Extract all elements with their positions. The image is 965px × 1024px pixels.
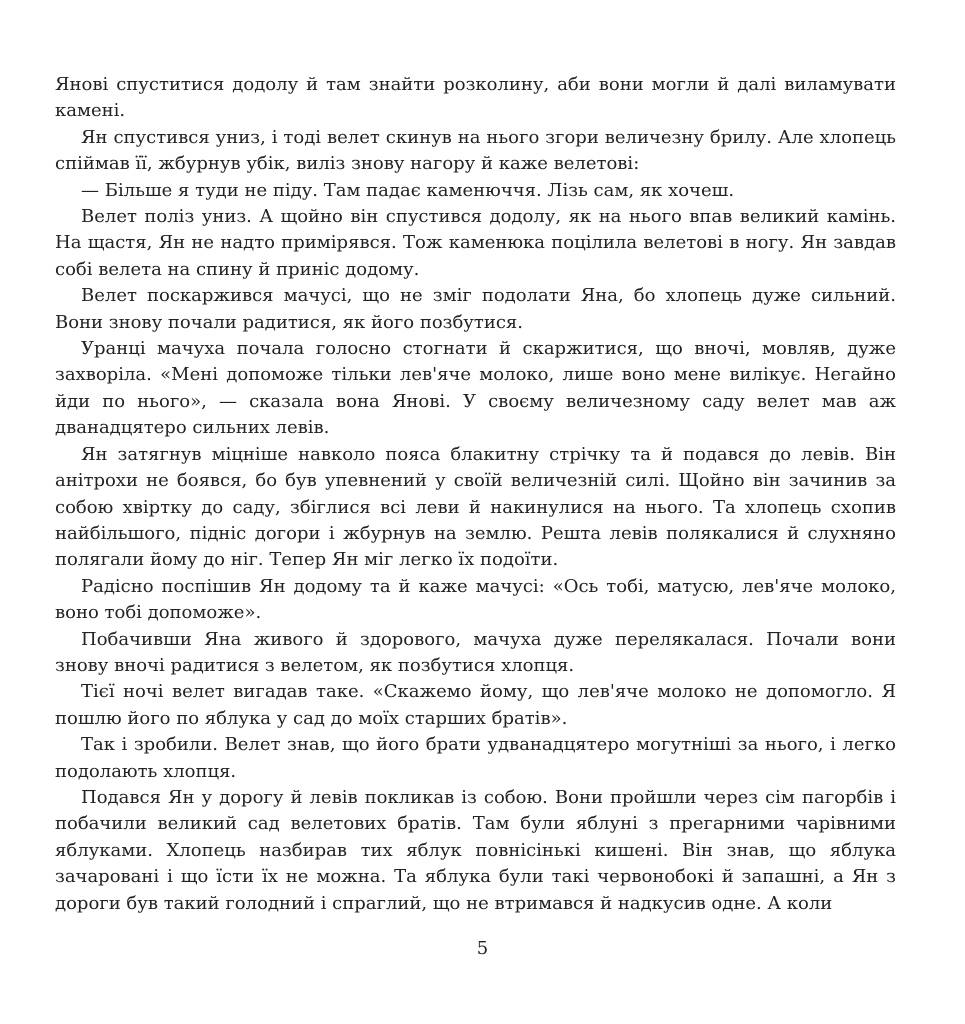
paragraph-9: Побачивши Яна живого й здорового, мачуха дуже перелякалася. Почали вони знову вночі радитися з велетом, як позбутися хлопця. — [55, 628, 896, 676]
paragraph-12: Подався Ян у дорогу й левів покликав із собою. Вони пройшли через сім пагорбів і побачили великий сад велетових братів. Там були яблуні з прегарними чарівними яблуками. Хлопець назбирав тих яблук повнісінькі кишені. Він знав, що яблука зачаровані і що їсти їх не можна. Та яблука були такі червонобокі й запашні, а Ян з дороги був такий голодний і спраглий, що не втримався й надкусив одне. А коли — [55, 786, 896, 914]
paragraph-1: Янові спуститися додолу й там знайти розколину, аби вони могли й далі виламувати камені. — [55, 74, 896, 122]
paragraph-3: — Більше я туди не піду. Там падає каменюччя. Лізь сам, як хочеш. — [81, 179, 735, 201]
paragraph-7: Ян затягнув міцніше навколо пояса блакитну стрічку та й подався до левів. Він анітрохи не боявся, бо був упевнений у своїй величезній силі. Щойно він зачинив за собою хвіртку до саду, збіглися всі леви й накинулися на нього. Та хлопець схопив найбільшого, підніс догори і жбурнув на землю. Решта левів полякалися й слухняно полягали йому до ніг. Тепер Ян міг легко їх подоїти. — [55, 443, 896, 571]
paragraph-11: Так і зробили. Велет знав, що його брати удванадцятеро могутніші за нього, і легко подолають хлопця. — [55, 734, 896, 782]
paragraph-10: Тієї ночі велет вигадав таке. «Скажемо йому, що лев'яче молоко не допомогло. Я пошлю його по яблука у сад до моїх старших братів». — [55, 681, 896, 729]
paragraph-6: Уранці мачуха почала голосно стогнати й скаржитися, що вночі, мовляв, дуже захворіла. «Мені допоможе тільки лев'яче молоко, лише воно мене вилікує. Негайно йди по нього», — сказала вона Янові. У своєму величезному саду велет мав аж дванадцятеро сильних левів. — [55, 338, 896, 439]
paragraph-5: Велет поскаржився мачусі, що не зміг подолати Яна, бо хлопець дуже сильний. Вони знову почали радитися, як його позбутися. — [55, 285, 896, 333]
page-body — [55, 72, 896, 917]
page-number: 5 — [476, 938, 489, 959]
paragraph-8: Радісно поспішив Ян додому та й каже мачусі: «Ось тобі, матусю, лев'яче молоко, воно тобі допоможе». — [55, 575, 896, 624]
paragraph-4: Велет поліз униз. А щойно він спустився додолу, як на нього впав великий камінь. На щастя, Ян не надто примірявся. Тож каменюка поцілила велетові в ногу. Ян завдав собі велета на спину й приніс додому. — [55, 206, 896, 280]
paragraph-2: Ян спустився униз, і тоді велет скинув на нього згори величезну брилу. Але хлопець спіймав її, жбурнув убік, виліз знову нагору й каже велетові: — [55, 126, 896, 175]
